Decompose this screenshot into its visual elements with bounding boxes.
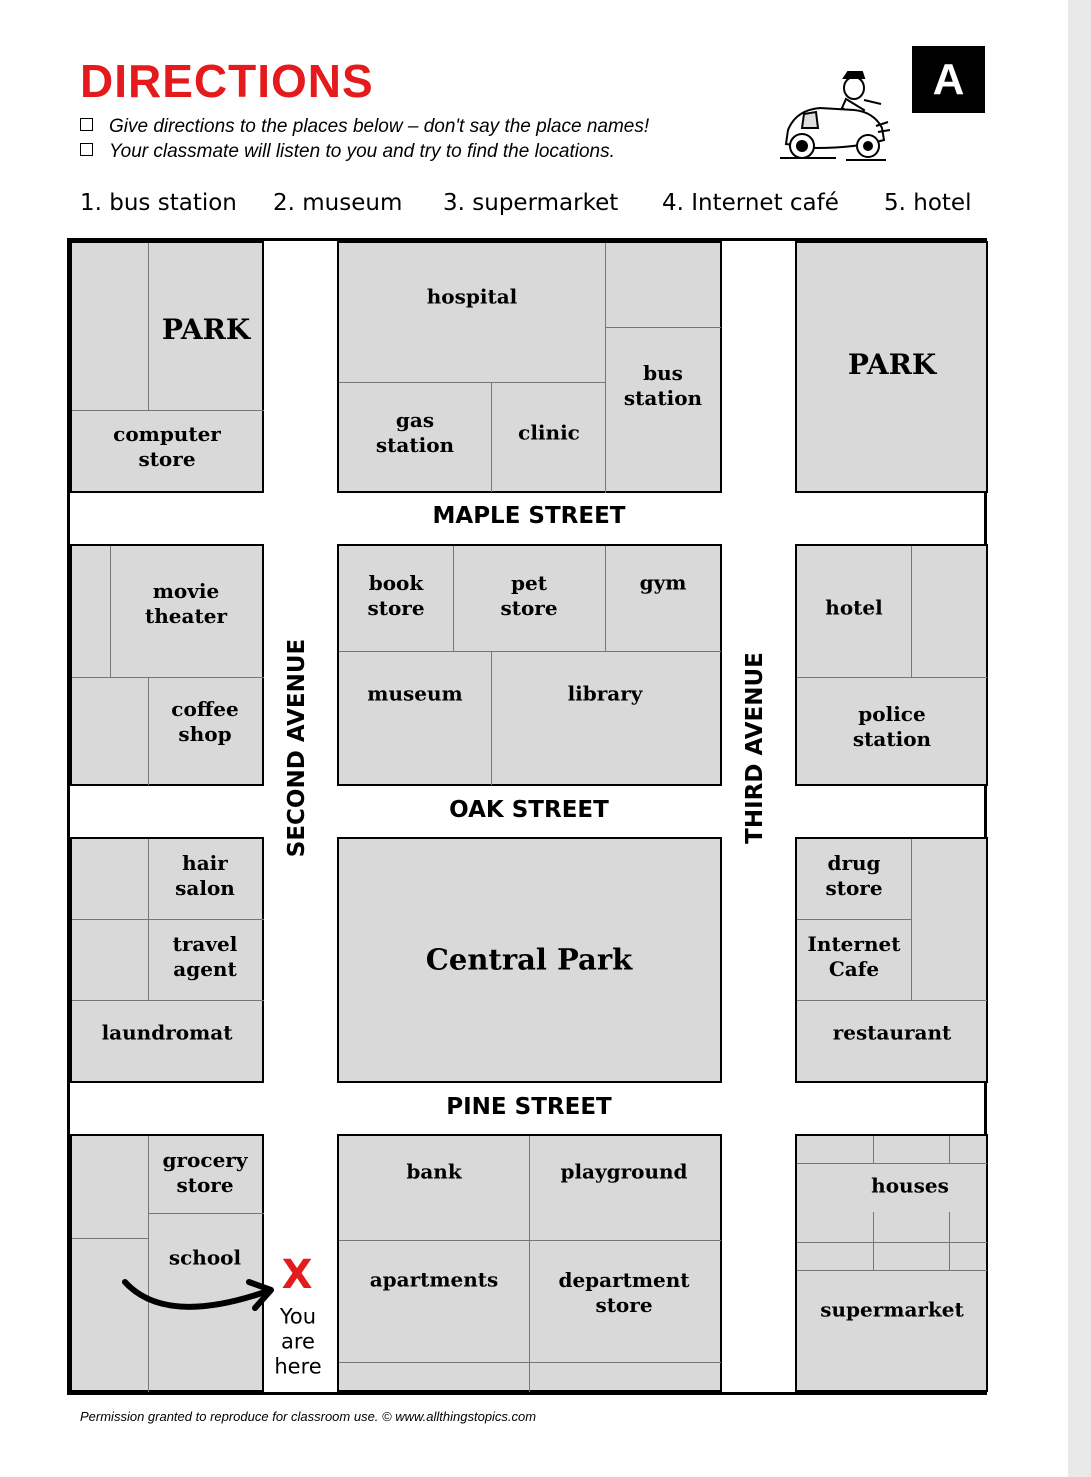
- instruction-text: Your classmate will listen to you and try to find the locations.: [109, 141, 615, 162]
- place-book-store: book store: [367, 571, 425, 620]
- page-title: DIRECTIONS: [80, 55, 374, 107]
- place-gas-station: gas station: [375, 408, 455, 457]
- place-apartments: apartments: [369, 1267, 499, 1292]
- place-park-northeast: PARK: [847, 348, 937, 381]
- street-oak: OAK STREET: [449, 797, 609, 823]
- place-movie-theater: movie theater: [145, 579, 227, 628]
- town-map: [67, 238, 987, 1395]
- checkbox-icon: [80, 118, 93, 131]
- footer-permission: Permission granted to reproduce for classroom use. © www.allthingstopics.com: [80, 1409, 537, 1424]
- place-computer-store: computer store: [113, 422, 221, 471]
- place-museum: museum: [367, 681, 463, 706]
- version-badge: A: [912, 46, 985, 113]
- place-bus-station: bus station: [623, 361, 703, 410]
- target-5: 5. hotel: [884, 190, 972, 216]
- place-houses: houses: [871, 1173, 949, 1198]
- place-travel-agent: travel agent: [172, 932, 238, 981]
- place-playground: playground: [560, 1159, 688, 1184]
- place-drug-store: drug store: [825, 851, 883, 900]
- place-restaurant: restaurant: [832, 1020, 952, 1045]
- place-hair-salon: hair salon: [175, 851, 235, 900]
- instruction-text: Give directions to the places below – don't say the place names!: [109, 116, 650, 137]
- place-laundromat: laundromat: [101, 1020, 233, 1045]
- instruction-2: [80, 141, 615, 163]
- place-park-northwest: PARK: [161, 313, 251, 346]
- street-second-avenue: SECOND AVENUE: [284, 638, 310, 858]
- place-library: library: [567, 681, 643, 706]
- you-are-here-text: You are here: [274, 1304, 322, 1379]
- place-police-station: police station: [852, 702, 932, 751]
- target-4: 4. Internet café: [662, 190, 839, 216]
- instruction-1: [80, 116, 649, 138]
- place-pet-store: pet store: [500, 571, 558, 620]
- target-1: 1. bus station: [80, 190, 237, 216]
- target-3: 3. supermarket: [443, 190, 619, 216]
- street-third-avenue: THIRD AVENUE: [742, 652, 768, 844]
- place-gym: gym: [639, 570, 687, 595]
- place-school: school: [168, 1245, 242, 1270]
- car-driver-icon: [776, 66, 891, 164]
- street-pine: PINE STREET: [446, 1094, 612, 1120]
- curved-arrow-icon: [115, 1268, 285, 1328]
- street-maple: MAPLE STREET: [432, 503, 626, 529]
- place-internet-cafe: Internet Cafe: [807, 932, 901, 981]
- place-grocery-store: grocery store: [162, 1148, 248, 1197]
- place-central-park: Central Park: [425, 942, 633, 977]
- place-department-store: department store: [558, 1268, 690, 1317]
- place-bank: bank: [406, 1159, 462, 1184]
- place-coffee-shop: coffee shop: [171, 697, 239, 746]
- place-hotel: hotel: [825, 595, 883, 620]
- target-2: 2. museum: [273, 190, 403, 216]
- place-clinic: clinic: [518, 420, 580, 445]
- place-supermarket: supermarket: [820, 1297, 964, 1322]
- you-are-here-marker: X: [281, 1252, 313, 1298]
- place-hospital: hospital: [426, 284, 518, 309]
- checkbox-icon: [80, 143, 93, 156]
